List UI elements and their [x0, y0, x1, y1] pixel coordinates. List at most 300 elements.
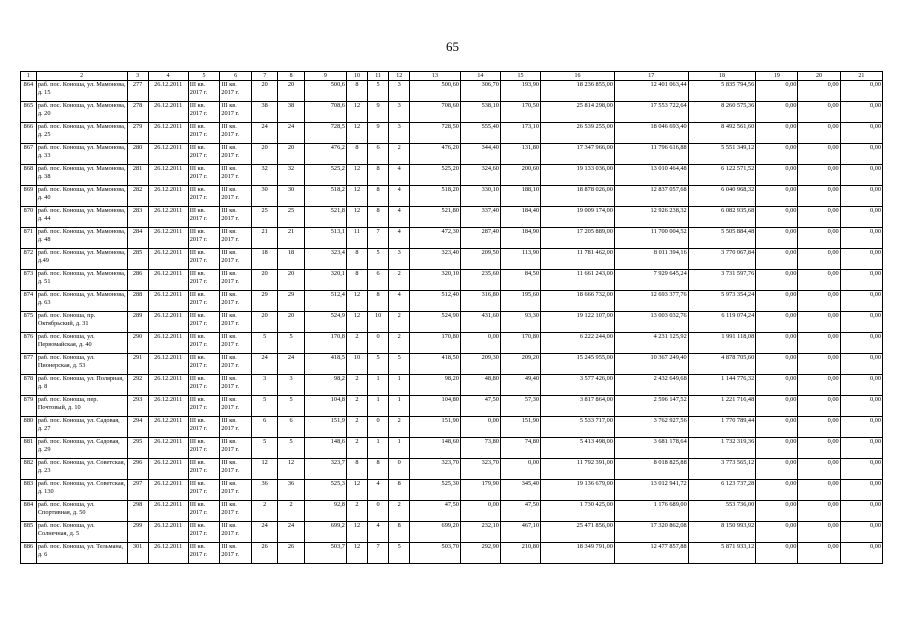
table-cell: 17 347 966,00 [541, 144, 615, 165]
table-cell: раб. пос. Коноша, ул. Первомайская, д. 40 [36, 333, 127, 354]
table-cell: 708,6 [304, 102, 346, 123]
table-cell: 24 [252, 123, 278, 144]
column-header: 14 [460, 72, 500, 81]
table-cell: 5 [368, 354, 389, 375]
table-cell: 521,80 [410, 207, 461, 228]
table-cell: 5 [252, 438, 278, 459]
table-cell: 12 [346, 102, 367, 123]
table-row [21, 333, 883, 354]
table-cell: 24 [278, 522, 304, 543]
table-cell: 209,50 [460, 249, 500, 270]
table-cell: 278 [127, 102, 148, 123]
table-cell: раб. пос. Коноша, ул. Мамонова, д. 25 [36, 123, 127, 144]
table-cell: 0,00 [756, 522, 798, 543]
table-cell: 0,00 [798, 543, 840, 564]
table-cell: 0,00 [840, 144, 882, 165]
table-cell: 292,90 [460, 543, 500, 564]
table-cell: 12 [346, 543, 367, 564]
table-cell: 25 [252, 207, 278, 228]
table-cell: III кв. 2017 г. [220, 501, 252, 522]
table-cell: раб. пос. Коноша, ул. Мамонова, д. 51 [36, 270, 127, 291]
table-cell: 8 [346, 249, 367, 270]
table-cell: 131,80 [500, 144, 540, 165]
table-cell: 9 [368, 123, 389, 144]
table-cell: 170,80 [500, 333, 540, 354]
table-cell: 18 878 026,00 [541, 186, 615, 207]
column-header: 12 [389, 72, 410, 81]
table-cell: 285 [127, 249, 148, 270]
housing-table [20, 71, 883, 564]
table-cell: 13 010 464,48 [614, 165, 688, 186]
table-cell: 0,00 [798, 501, 840, 522]
table-cell: 868 [21, 165, 37, 186]
table-cell: 3 817 864,00 [541, 396, 615, 417]
table-row [21, 207, 883, 228]
table-cell: 26.12.2011 [148, 501, 188, 522]
table-cell: III кв. 2017 г. [188, 186, 220, 207]
table-cell: III кв. 2017 г. [188, 417, 220, 438]
table-cell: III кв. 2017 г. [220, 123, 252, 144]
table-cell: 17 205 889,00 [541, 228, 615, 249]
table-cell: 6 [368, 144, 389, 165]
table-cell: 870 [21, 207, 37, 228]
table-cell: 12 [252, 459, 278, 480]
table-cell: 0,00 [840, 459, 882, 480]
table-cell: 525,2 [304, 165, 346, 186]
table-cell: 98,20 [410, 375, 461, 396]
table-cell: 323,4 [304, 249, 346, 270]
table-cell: 294 [127, 417, 148, 438]
table-cell: 0,00 [756, 102, 798, 123]
table-cell: 323,70 [410, 459, 461, 480]
table-cell: 47,50 [460, 396, 500, 417]
table-row [21, 480, 883, 501]
table-cell: 708,60 [410, 102, 461, 123]
table-cell: 525,30 [410, 480, 461, 501]
table-cell: 2 [389, 144, 410, 165]
table-cell: 0,00 [756, 249, 798, 270]
table-cell: 0,00 [798, 375, 840, 396]
table-cell: 84,50 [500, 270, 540, 291]
table-cell: 26.12.2011 [148, 291, 188, 312]
table-cell: 3 770 067,84 [688, 249, 756, 270]
table-cell: 11 781 462,00 [541, 249, 615, 270]
page-number: 65 [446, 39, 459, 54]
table-cell: 17 320 862,08 [614, 522, 688, 543]
table-cell: 20 [252, 81, 278, 102]
table-cell: 184,40 [500, 207, 540, 228]
table-cell: 38 [278, 102, 304, 123]
table-cell: 18 046 693,40 [614, 123, 688, 144]
table-cell: 5 [389, 354, 410, 375]
column-header: 2 [36, 72, 127, 81]
table-cell: 301 [127, 543, 148, 564]
table-cell: 875 [21, 312, 37, 333]
table-cell: 0,00 [798, 186, 840, 207]
table-cell: 8 [389, 522, 410, 543]
table-cell: 26.12.2011 [148, 81, 188, 102]
table-cell: 0,00 [756, 312, 798, 333]
table-cell: 26.12.2011 [148, 354, 188, 375]
header-row [21, 72, 883, 81]
table-cell: 0,00 [840, 270, 882, 291]
table-cell: 0 [368, 333, 389, 354]
table-cell: 296 [127, 459, 148, 480]
table-cell: 4 [389, 186, 410, 207]
table-cell: 151,90 [410, 417, 461, 438]
table-cell: раб. пос. Коноша, ул. Мамонова, д. 63 [36, 291, 127, 312]
table-cell: 11 792 391,00 [541, 459, 615, 480]
table-cell: 291 [127, 354, 148, 375]
table-cell: III кв. 2017 г. [188, 501, 220, 522]
table-cell: 0,00 [756, 459, 798, 480]
table-cell: 5 [252, 333, 278, 354]
table-cell: раб. пос. Коноша, ул. Мамонова, д. 15 [36, 81, 127, 102]
table-cell: 3 681 178,64 [614, 438, 688, 459]
table-cell: 0,00 [798, 81, 840, 102]
table-cell: 57,30 [500, 396, 540, 417]
table-cell: 472,30 [410, 228, 461, 249]
table-cell: 0,00 [756, 270, 798, 291]
table-cell: 92,8 [304, 501, 346, 522]
table-cell: 5 505 884,48 [688, 228, 756, 249]
table-cell: 26.12.2011 [148, 333, 188, 354]
table-cell: 877 [21, 354, 37, 375]
table-cell: 538,10 [460, 102, 500, 123]
table-row [21, 291, 883, 312]
table-cell: 5 551 349,12 [688, 144, 756, 165]
table-cell: 0,00 [840, 543, 882, 564]
table-cell: 2 432 649,68 [614, 375, 688, 396]
table-cell: 0,00 [756, 354, 798, 375]
table-cell: 113,90 [500, 249, 540, 270]
table-cell: 17 553 722,64 [614, 102, 688, 123]
table-cell: 11 [346, 228, 367, 249]
table-cell: 0,00 [798, 228, 840, 249]
table-cell: 170,50 [500, 102, 540, 123]
table-cell: III кв. 2017 г. [188, 459, 220, 480]
table-cell: раб. пос. Коноша, ул. Солнечная, д. 5 [36, 522, 127, 543]
table-cell: III кв. 2017 г. [220, 375, 252, 396]
table-cell: 12 [346, 480, 367, 501]
table-row [21, 375, 883, 396]
table-cell: 2 [278, 501, 304, 522]
table-cell: 1 [389, 375, 410, 396]
table-row [21, 459, 883, 480]
table-cell: III кв. 2017 г. [220, 459, 252, 480]
table-cell: 879 [21, 396, 37, 417]
table-cell: 0 [368, 417, 389, 438]
table-cell: 151,9 [304, 417, 346, 438]
table-cell: 0,00 [840, 186, 882, 207]
table-cell: 279 [127, 123, 148, 144]
table-cell: 2 [389, 270, 410, 291]
table-cell: 11 661 243,00 [541, 270, 615, 291]
table-cell: 8 260 575,36 [688, 102, 756, 123]
column-header: 7 [252, 72, 278, 81]
table-cell: 1 144 776,32 [688, 375, 756, 396]
table-cell: 30 [252, 186, 278, 207]
table-cell: 9 [368, 102, 389, 123]
table-row [21, 270, 883, 291]
table-cell: 26.12.2011 [148, 270, 188, 291]
table-cell: 0,00 [756, 501, 798, 522]
table-cell: 0,00 [798, 249, 840, 270]
table-cell: 19 122 107,00 [541, 312, 615, 333]
table-cell: 3 [389, 249, 410, 270]
table-cell: 323,40 [410, 249, 461, 270]
table-cell: 884 [21, 501, 37, 522]
table-cell: 151,90 [500, 417, 540, 438]
table-cell: 26.12.2011 [148, 543, 188, 564]
table-cell: 38 [252, 102, 278, 123]
table-cell: раб. пос. Коноша, ул. Садовая, д. 27 [36, 417, 127, 438]
table-cell: 5 [278, 333, 304, 354]
table-row [21, 312, 883, 333]
table-cell: III кв. 2017 г. [220, 81, 252, 102]
table-cell: 1 732 319,36 [688, 438, 756, 459]
table-cell: 0,00 [840, 249, 882, 270]
table-cell: III кв. 2017 г. [188, 291, 220, 312]
table-cell: 19 009 174,00 [541, 207, 615, 228]
column-header: 8 [278, 72, 304, 81]
table-cell: 5 835 794,56 [688, 81, 756, 102]
table-cell: 74,80 [500, 438, 540, 459]
table-cell: 0,00 [756, 144, 798, 165]
table-cell: III кв. 2017 г. [220, 186, 252, 207]
table-cell: III кв. 2017 г. [220, 228, 252, 249]
table-cell: 12 [346, 522, 367, 543]
table-cell: раб. пос. Коноша, ул. Садовая, д. 29 [36, 438, 127, 459]
table-cell: 26.12.2011 [148, 417, 188, 438]
table-cell: 104,8 [304, 396, 346, 417]
table-cell: III кв. 2017 г. [220, 270, 252, 291]
table-cell: 0,00 [756, 543, 798, 564]
table-cell: 320,10 [410, 270, 461, 291]
table-cell: 344,40 [460, 144, 500, 165]
table-cell: 20 [278, 312, 304, 333]
table-cell: III кв. 2017 г. [220, 102, 252, 123]
table-cell: III кв. 2017 г. [220, 291, 252, 312]
table-cell: III кв. 2017 г. [188, 144, 220, 165]
table-cell: 0,00 [840, 291, 882, 312]
column-header: 17 [614, 72, 688, 81]
table-cell: 880 [21, 417, 37, 438]
table-row [21, 543, 883, 564]
table-cell: 323,7 [304, 459, 346, 480]
table-cell: 431,60 [460, 312, 500, 333]
table-cell: 0,00 [756, 333, 798, 354]
table-cell: 26.12.2011 [148, 186, 188, 207]
table-cell: 12 [278, 459, 304, 480]
table-cell: 6 222 244,00 [541, 333, 615, 354]
table-cell: 292 [127, 375, 148, 396]
table-cell: 25 [278, 207, 304, 228]
table-cell: 0,00 [756, 417, 798, 438]
table-cell: 73,80 [460, 438, 500, 459]
table-cell: 8 [346, 81, 367, 102]
table-cell: 18 [252, 249, 278, 270]
table-cell: раб. пос. Коноша, ул. Мамонова, д.49 [36, 249, 127, 270]
table-cell: 209,20 [500, 354, 540, 375]
table-cell: 26.12.2011 [148, 438, 188, 459]
table-row [21, 123, 883, 144]
table-cell: 26 [278, 543, 304, 564]
table-cell: 283 [127, 207, 148, 228]
table-cell: III кв. 2017 г. [220, 249, 252, 270]
table-cell: 2 [346, 417, 367, 438]
table-cell: 12 [346, 123, 367, 144]
table-cell: 30 [278, 186, 304, 207]
table-cell: 0,00 [756, 480, 798, 501]
table-cell: 280 [127, 144, 148, 165]
table-cell: 20 [252, 312, 278, 333]
table-cell: 13 003 032,76 [614, 312, 688, 333]
table-cell: 513,1 [304, 228, 346, 249]
table-cell: раб. пос. Коноша, ул. Мамонова, д. 38 [36, 165, 127, 186]
table-cell: 5 [389, 543, 410, 564]
table-cell: 1 221 716,48 [688, 396, 756, 417]
table-cell: 0,00 [798, 459, 840, 480]
table-cell: 4 878 705,60 [688, 354, 756, 375]
table-cell: 8 011 394,16 [614, 249, 688, 270]
table-cell: 0,00 [798, 354, 840, 375]
table-cell: 18 [278, 249, 304, 270]
table-cell: 337,40 [460, 207, 500, 228]
table-cell: 0,00 [840, 438, 882, 459]
column-header: 3 [127, 72, 148, 81]
table-cell: 0,00 [840, 354, 882, 375]
table-cell: 287,40 [460, 228, 500, 249]
table-cell: 26.12.2011 [148, 249, 188, 270]
table-cell: 2 [389, 417, 410, 438]
table-cell: 24 [252, 522, 278, 543]
table-cell: 20 [278, 270, 304, 291]
table-cell: 882 [21, 459, 37, 480]
table-cell: 3 773 565,12 [688, 459, 756, 480]
table-row [21, 186, 883, 207]
table-cell: 524,9 [304, 312, 346, 333]
table-cell: 0,00 [756, 396, 798, 417]
table-cell: 867 [21, 144, 37, 165]
table-cell: 0,00 [798, 312, 840, 333]
table-cell: раб. пос. Коноша, пр. Октябрьский, д. 31 [36, 312, 127, 333]
table-cell: 2 [346, 396, 367, 417]
table-cell: 525,3 [304, 480, 346, 501]
table-cell: 5 [252, 396, 278, 417]
table-cell: 235,60 [460, 270, 500, 291]
table-row [21, 438, 883, 459]
table-cell: 1 991 118,08 [688, 333, 756, 354]
table-cell: 878 [21, 375, 37, 396]
table-cell: 885 [21, 522, 37, 543]
table-cell: 26.12.2011 [148, 102, 188, 123]
table-cell: 12 [346, 186, 367, 207]
table-cell: III кв. 2017 г. [188, 522, 220, 543]
table-cell: 5 [278, 438, 304, 459]
table-cell: 6 040 968,32 [688, 186, 756, 207]
table-cell: 29 [252, 291, 278, 312]
table-cell: 869 [21, 186, 37, 207]
column-header: 11 [368, 72, 389, 81]
table-cell: 2 [346, 501, 367, 522]
table-cell: 0,00 [798, 207, 840, 228]
table-cell: 881 [21, 438, 37, 459]
table-cell: 0,00 [460, 417, 500, 438]
table-cell: 2 [346, 438, 367, 459]
table-cell: 865 [21, 102, 37, 123]
table-cell: 418,50 [410, 354, 461, 375]
table-cell: 13 012 941,72 [614, 480, 688, 501]
table-cell: 19 136 679,00 [541, 480, 615, 501]
table-cell: 26.12.2011 [148, 123, 188, 144]
table-cell: 289 [127, 312, 148, 333]
table-cell: 0,00 [798, 522, 840, 543]
table-cell: 5 973 354,24 [688, 291, 756, 312]
column-header: 6 [220, 72, 252, 81]
table-cell: 12 837 057,68 [614, 186, 688, 207]
table-cell: 1 [368, 438, 389, 459]
table-row [21, 249, 883, 270]
table-cell: 299 [127, 522, 148, 543]
table-cell: 47,50 [500, 501, 540, 522]
table-cell: 512,4 [304, 291, 346, 312]
table-cell: 525,20 [410, 165, 461, 186]
table-cell: 184,90 [500, 228, 540, 249]
table-cell: 0 [368, 501, 389, 522]
table-cell: 5 533 717,00 [541, 417, 615, 438]
table-cell: 0,00 [756, 123, 798, 144]
table-cell: 209,30 [460, 354, 500, 375]
table-cell: раб. пос. Коноша, ул. Мамонова, д. 48 [36, 228, 127, 249]
table-cell: 20 [252, 270, 278, 291]
table-cell: 179,90 [460, 480, 500, 501]
table-cell: 518,2 [304, 186, 346, 207]
table-cell: раб. пос. Коноша, ул. Мамонова, д. 33 [36, 144, 127, 165]
table-cell: 4 [368, 480, 389, 501]
table-cell: 3 [389, 123, 410, 144]
table-cell: 12 477 857,88 [614, 543, 688, 564]
table-cell: 8 018 825,88 [614, 459, 688, 480]
table-cell: 518,20 [410, 186, 461, 207]
table-cell: 12 693 377,76 [614, 291, 688, 312]
table-cell: 36 [278, 480, 304, 501]
table-cell: 24 [252, 354, 278, 375]
table-cell: раб. пос. Коноша, пер. Почтовый, д. 10 [36, 396, 127, 417]
table-cell: 330,10 [460, 186, 500, 207]
table-cell: 5 413 498,00 [541, 438, 615, 459]
table-cell: 500,60 [410, 81, 461, 102]
table-cell: III кв. 2017 г. [220, 165, 252, 186]
table-cell: 8 [368, 186, 389, 207]
table-cell: 2 [252, 501, 278, 522]
table-cell: III кв. 2017 г. [220, 333, 252, 354]
table-cell: 10 [346, 354, 367, 375]
table-cell: 4 231 125,92 [614, 333, 688, 354]
column-header: 13 [410, 72, 461, 81]
table-cell: 728,50 [410, 123, 461, 144]
table-cell: 1 [368, 396, 389, 417]
table-cell: 0,00 [840, 480, 882, 501]
table-cell: 26.12.2011 [148, 459, 188, 480]
table-cell: 3 [252, 375, 278, 396]
table-cell: 277 [127, 81, 148, 102]
table-cell: 3 577 426,00 [541, 375, 615, 396]
table-cell: 25 471 856,00 [541, 522, 615, 543]
table-cell: 7 [368, 228, 389, 249]
table-cell: III кв. 2017 г. [188, 396, 220, 417]
table-cell: 104,80 [410, 396, 461, 417]
